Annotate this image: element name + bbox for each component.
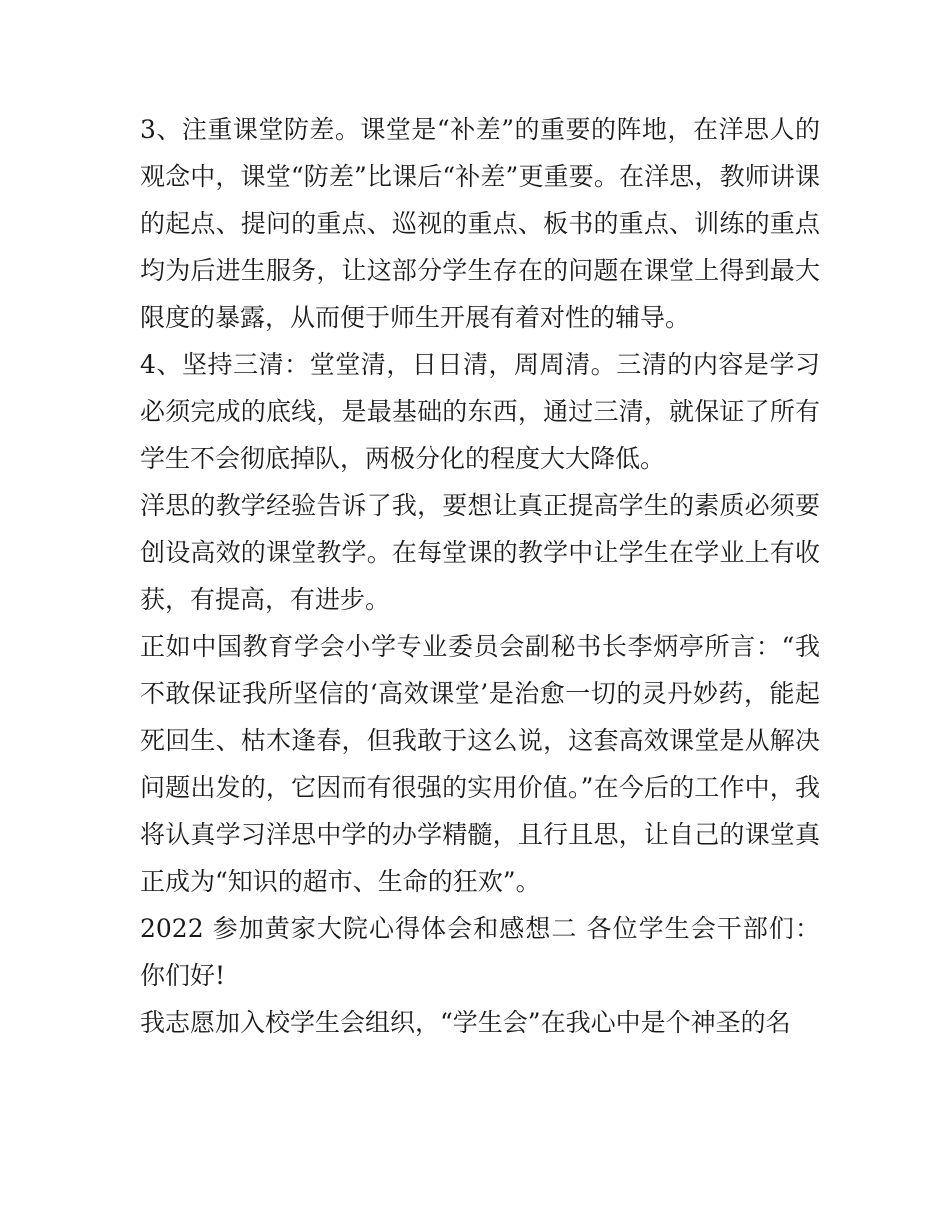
- paragraph-yangsi-experience: 洋思的教学经验告诉了我，要想让真正提高学生的素质必须要创设高效的课堂教学。在每堂课的教学中让学生在学业上有收获，有提高，有进步。: [140, 491, 820, 614]
- paragraph-student-union: 我志愿加入校学生会组织，“学生会”在我心中是个神圣的名: [140, 1008, 791, 1037]
- paragraph-heading-essay-two: 2022 参加黄家大院心得体会和感想二 各位学生会干部们： 你们好!: [140, 914, 820, 990]
- paragraph-classroom-prevention: 3、注重课堂防差。课堂是“补差”的重要的阵地，在洋思人的观念中，课堂“防差”比课后“补差”更重要。在洋思，教师讲课的起点、提问的重点、巡视的重点、板书的重点、训练的重点均为后进生服务，让这部分学生存在的问题在课堂上得到最大限度的暴露，从而便于师生开展有着对性的辅导。: [140, 115, 820, 332]
- paragraph-three-clears: 4、坚持三清：堂堂清，日日清，周周清。三清的内容是学习必须完成的底线，是最基础的东西，通过三清，就保证了所有学生不会彻底掉队，两极分化的程度大大降低。: [140, 350, 820, 473]
- document-body: [140, 106, 820, 1046]
- paragraph-quote-li-bingting: 正如中国教育学会小学专业委员会副秘书长李炳亭所言：“我不敢保证我所坚信的‘高效课堂’是治愈一切的灵丹妙药，能起死回生、枯木逢春，但我敢于这么说，这套高效课堂是从解决问题出发的，它因而有很强的实用价值。”在今后的工作中，我将认真学习洋思中学的办学精髓，且行且思，让自己的课堂真正成为“知识的超市、生命的狂欢”。: [140, 632, 820, 896]
